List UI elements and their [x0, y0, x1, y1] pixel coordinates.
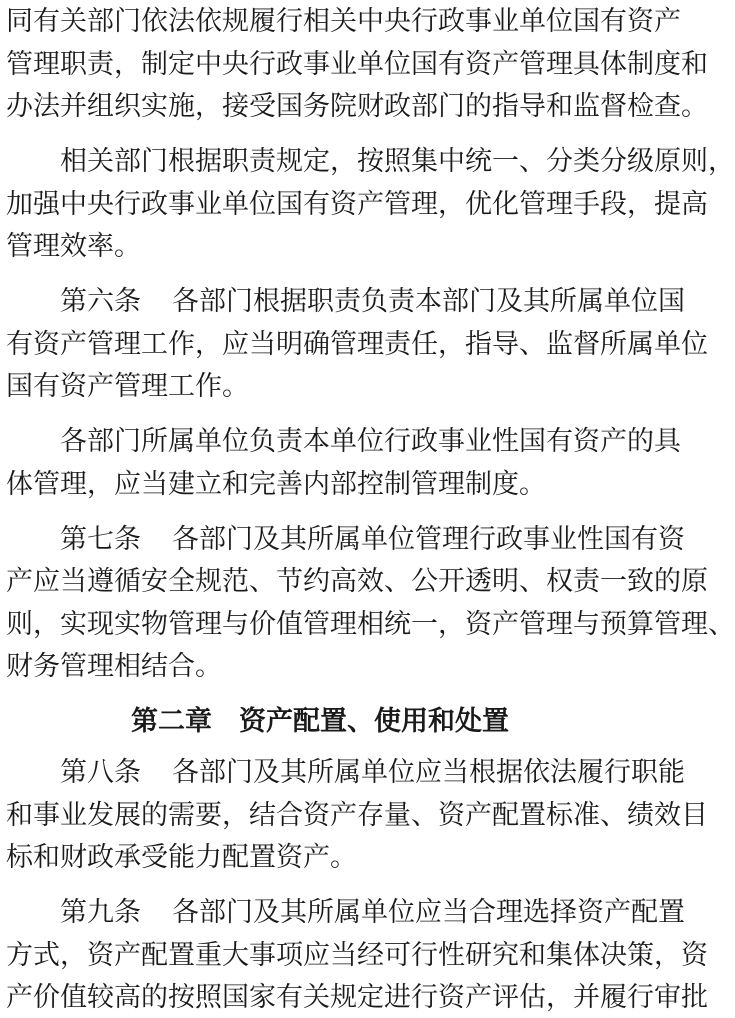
paragraph-line: 和事业发展的需要，结合资产存量、资产配置标准、绩效目: [6, 799, 708, 831]
paragraph-line: 财务管理相结合。: [6, 651, 222, 682]
paragraph-line: 各部门及其所属单位管理行政事业性国有资: [172, 523, 685, 555]
paragraph-line: 同有关部门依法依规履行相关中央行政事业单位国有资产: [6, 6, 681, 37]
paragraph-line: 方式，资产配置重大事项应当经可行性研究和集体决策，资: [6, 939, 708, 971]
paragraph-line: 相关部门根据职责规定，按照集中统一、分类分级原则，: [60, 146, 735, 177]
article-number: 第七条: [60, 523, 141, 555]
paragraph-line: 管理职责，制定中央行政事业单位国有资产管理具体制度和: [6, 48, 708, 80]
paragraph-line: 标和财政承受能力配置资产。: [6, 842, 357, 873]
paragraph-line: 各部门所属单位负责本单位行政事业性国有资产的具: [60, 426, 681, 457]
paragraph-line: 有资产管理工作，应当明确管理责任，指导、监督所属单位: [6, 328, 708, 360]
paragraph-line: 加强中央行政事业单位国有资产管理，优化管理手段，提高: [6, 188, 708, 220]
paragraph-line: 办法并组织实施，接受国务院财政部门的指导和监督检查。: [6, 91, 708, 122]
chapter-heading: 第二章 资产配置、使用和处置: [131, 706, 509, 737]
article-number: 第八条: [60, 757, 141, 788]
paragraph-line: 各部门根据职责负责本部门及其所属单位国: [172, 286, 685, 317]
paragraph-line: 则，实现实物管理与价值管理相统一，资产管理与预算管理、: [6, 608, 735, 640]
paragraph-line: 产应当遵循安全规范、节约高效、公开透明、权责一致的原: [6, 566, 708, 597]
paragraph-line: 各部门及其所属单位应当根据依法履行职能: [172, 757, 685, 788]
paragraph-line: 体管理，应当建立和完善内部控制管理制度。: [6, 468, 546, 500]
paragraph-line: 管理效率。: [6, 231, 141, 262]
paragraph-line: 产价值较高的按照国家有关规定进行资产评估，并履行审批: [6, 982, 708, 1013]
paragraph-line: 国有资产管理工作。: [6, 371, 249, 402]
article-number: 第六条: [60, 286, 141, 317]
paragraph-line: 各部门及其所属单位应当合理选择资产配置: [172, 897, 685, 928]
article-number: 第九条: [60, 897, 141, 928]
